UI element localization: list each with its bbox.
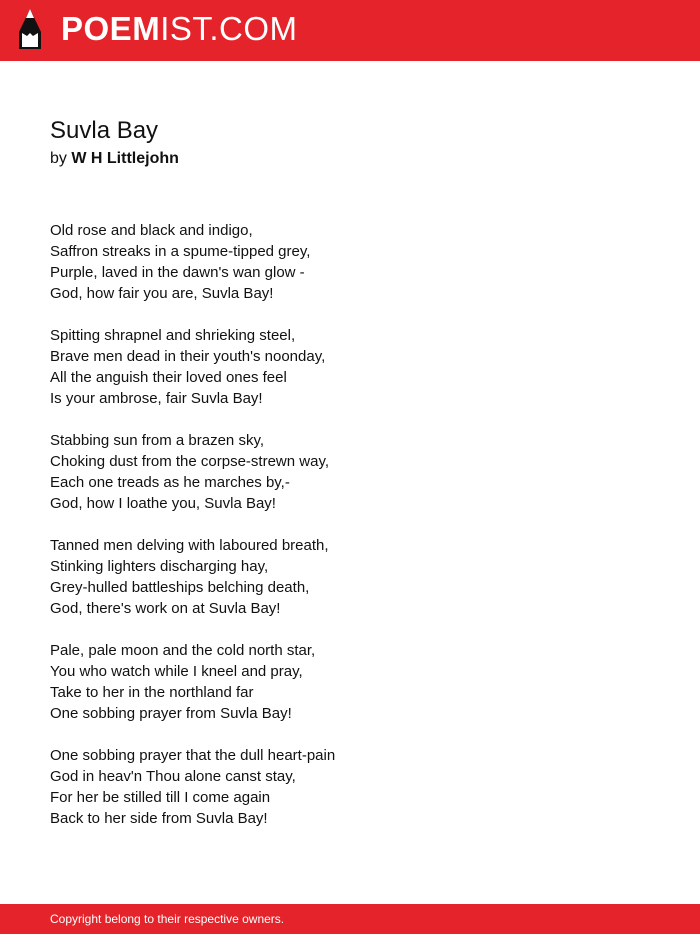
- poem-line: Choking dust from the corpse-strewn way,: [50, 453, 330, 470]
- poem-line: You who watch while I kneel and pray,: [50, 663, 303, 680]
- poem-line: Spitting shrapnel and shrieking steel,: [50, 327, 296, 344]
- poem: [50, 115, 650, 850]
- site-footer: [0, 904, 700, 934]
- poem-line: Is your ambrose, fair Suvla Bay!: [50, 390, 263, 407]
- poem-author: W H Littlejohn: [71, 150, 179, 167]
- poem-line: Each one treads as he marches by,-: [50, 474, 290, 491]
- copyright-text: Copyright belong to their respective owners.: [50, 912, 285, 926]
- poem-line: Brave men dead in their youth's noonday,: [50, 348, 326, 365]
- stanza-3: [50, 430, 650, 514]
- poem-title: Suvla Bay: [50, 117, 159, 144]
- poem-line: Grey-hulled battleships belching death,: [50, 579, 310, 596]
- logo-text-bold: POEM: [61, 10, 161, 47]
- poem-line: Purple, laved in the dawn's wan glow -: [50, 264, 305, 281]
- poem-line: For her be stilled till I come again: [50, 789, 271, 806]
- logo-wordmark: [61, 8, 298, 50]
- poem-line: One sobbing prayer that the dull heart-pain: [50, 747, 336, 764]
- poem-line: Saffron streaks in a spume-tipped grey,: [50, 243, 311, 260]
- poem-byline: [50, 148, 650, 170]
- poem-line: Stabbing sun from a brazen sky,: [50, 432, 264, 449]
- poem-line: Tanned men delving with laboured breath,: [50, 537, 329, 554]
- logo-text-light: IST.COM: [160, 10, 298, 47]
- poem-line: God in heav'n Thou alone canst stay,: [50, 768, 296, 785]
- poem-line: Stinking lighters discharging hay,: [50, 558, 269, 575]
- poem-line: God, how fair you are, Suvla Bay!: [50, 285, 274, 302]
- site-header: [0, 0, 700, 61]
- stanza-5: [50, 640, 650, 724]
- poem-line: Back to her side from Suvla Bay!: [50, 810, 268, 827]
- pencil-icon: [17, 8, 43, 50]
- byline-prefix: by: [50, 150, 67, 167]
- poem-line: One sobbing prayer from Suvla Bay!: [50, 705, 292, 722]
- poem-body: [50, 220, 650, 829]
- site-logo-link[interactable]: [17, 8, 298, 50]
- stanza-4: [50, 535, 650, 619]
- stanza-2: [50, 325, 650, 409]
- poem-line: Take to her in the northland far: [50, 684, 254, 701]
- poem-line: Pale, pale moon and the cold north star,: [50, 642, 316, 659]
- poem-line: God, how I loathe you, Suvla Bay!: [50, 495, 276, 512]
- stanza-1: [50, 220, 650, 304]
- poem-line: All the anguish their loved ones feel: [50, 369, 287, 386]
- stanza-6: [50, 745, 650, 829]
- poem-line: Old rose and black and indigo,: [50, 222, 253, 239]
- poem-line: God, there's work on at Suvla Bay!: [50, 600, 281, 617]
